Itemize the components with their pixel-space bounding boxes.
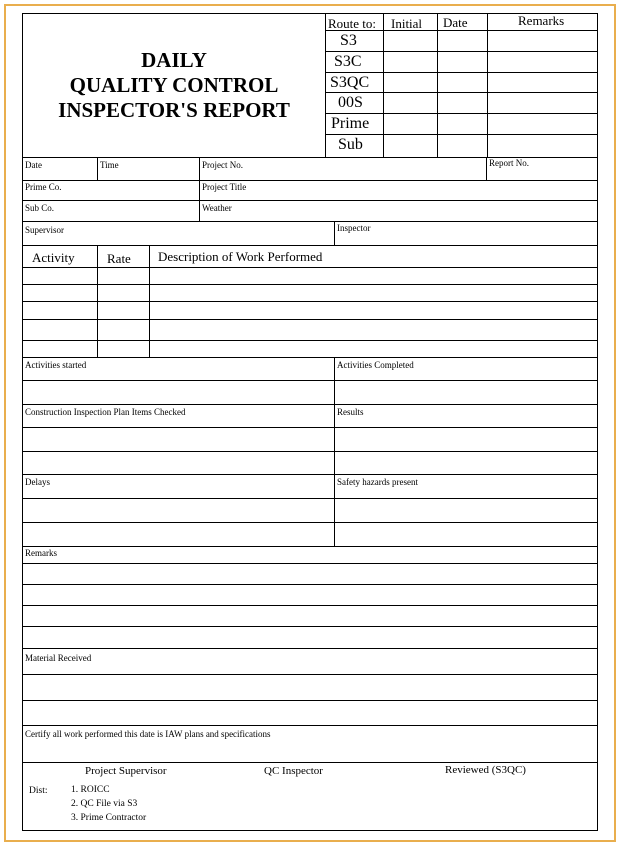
- section-remarks: Remarks: [25, 548, 57, 558]
- route-00s: 00S: [338, 94, 363, 111]
- col-description: Description of Work Performed: [158, 249, 323, 264]
- signature-reviewed: Reviewed (S3QC): [445, 764, 526, 776]
- distribution-item-3: 3. Prime Contractor: [71, 813, 147, 823]
- report-form: [22, 13, 598, 831]
- distribution-item-2: 2. QC File via S3: [71, 799, 138, 809]
- distribution-label: Dist:: [29, 786, 48, 796]
- field-prime-co: Prime Co.: [25, 182, 62, 192]
- field-sub-co: Sub Co.: [25, 203, 55, 213]
- field-project-title: Project Title: [202, 182, 247, 192]
- section-activities-started: Activities started: [25, 360, 87, 370]
- field-inspector: Inspector: [337, 223, 371, 233]
- title-line-3: INSPECTOR'S REPORT: [58, 98, 290, 122]
- column-remarks: Remarks: [518, 13, 565, 28]
- col-activity: Activity: [32, 250, 75, 265]
- col-rate: Rate: [107, 251, 131, 266]
- column-initial: Initial: [391, 16, 423, 31]
- field-supervisor: Supervisor: [25, 225, 64, 235]
- field-weather: Weather: [202, 203, 232, 213]
- section-material: Material Received: [25, 653, 92, 663]
- section-results: Results: [337, 407, 364, 417]
- certification-statement: Certify all work performed this date is IAW plans and specifications: [25, 729, 271, 739]
- title-line-1: DAILY: [141, 48, 207, 72]
- route-s3c: S3C: [334, 53, 362, 70]
- signature-qc-inspector: QC Inspector: [264, 765, 323, 777]
- route-s3qc: S3QC: [330, 74, 370, 91]
- signature-project-supervisor: Project Supervisor: [85, 765, 167, 777]
- field-project-no: Project No.: [202, 160, 243, 170]
- route-sub: Sub: [338, 136, 363, 153]
- distribution-item-1: 1. ROICC: [71, 785, 110, 795]
- section-delays: Delays: [25, 477, 50, 487]
- field-date: Date: [25, 160, 42, 170]
- section-activities-completed: Activities Completed: [337, 360, 414, 370]
- column-date: Date: [443, 15, 468, 30]
- field-report-no: Report No.: [489, 158, 529, 168]
- field-time: Time: [100, 160, 119, 170]
- route-prime: Prime: [331, 115, 370, 132]
- section-safety: Safety hazards present: [337, 477, 418, 487]
- title-line-2: QUALITY CONTROL: [69, 73, 279, 97]
- section-inspection-plan: Construction Inspection Plan Items Checked: [25, 407, 186, 417]
- route-s3: S3: [340, 32, 357, 49]
- route-to-label: Route to:: [328, 16, 377, 31]
